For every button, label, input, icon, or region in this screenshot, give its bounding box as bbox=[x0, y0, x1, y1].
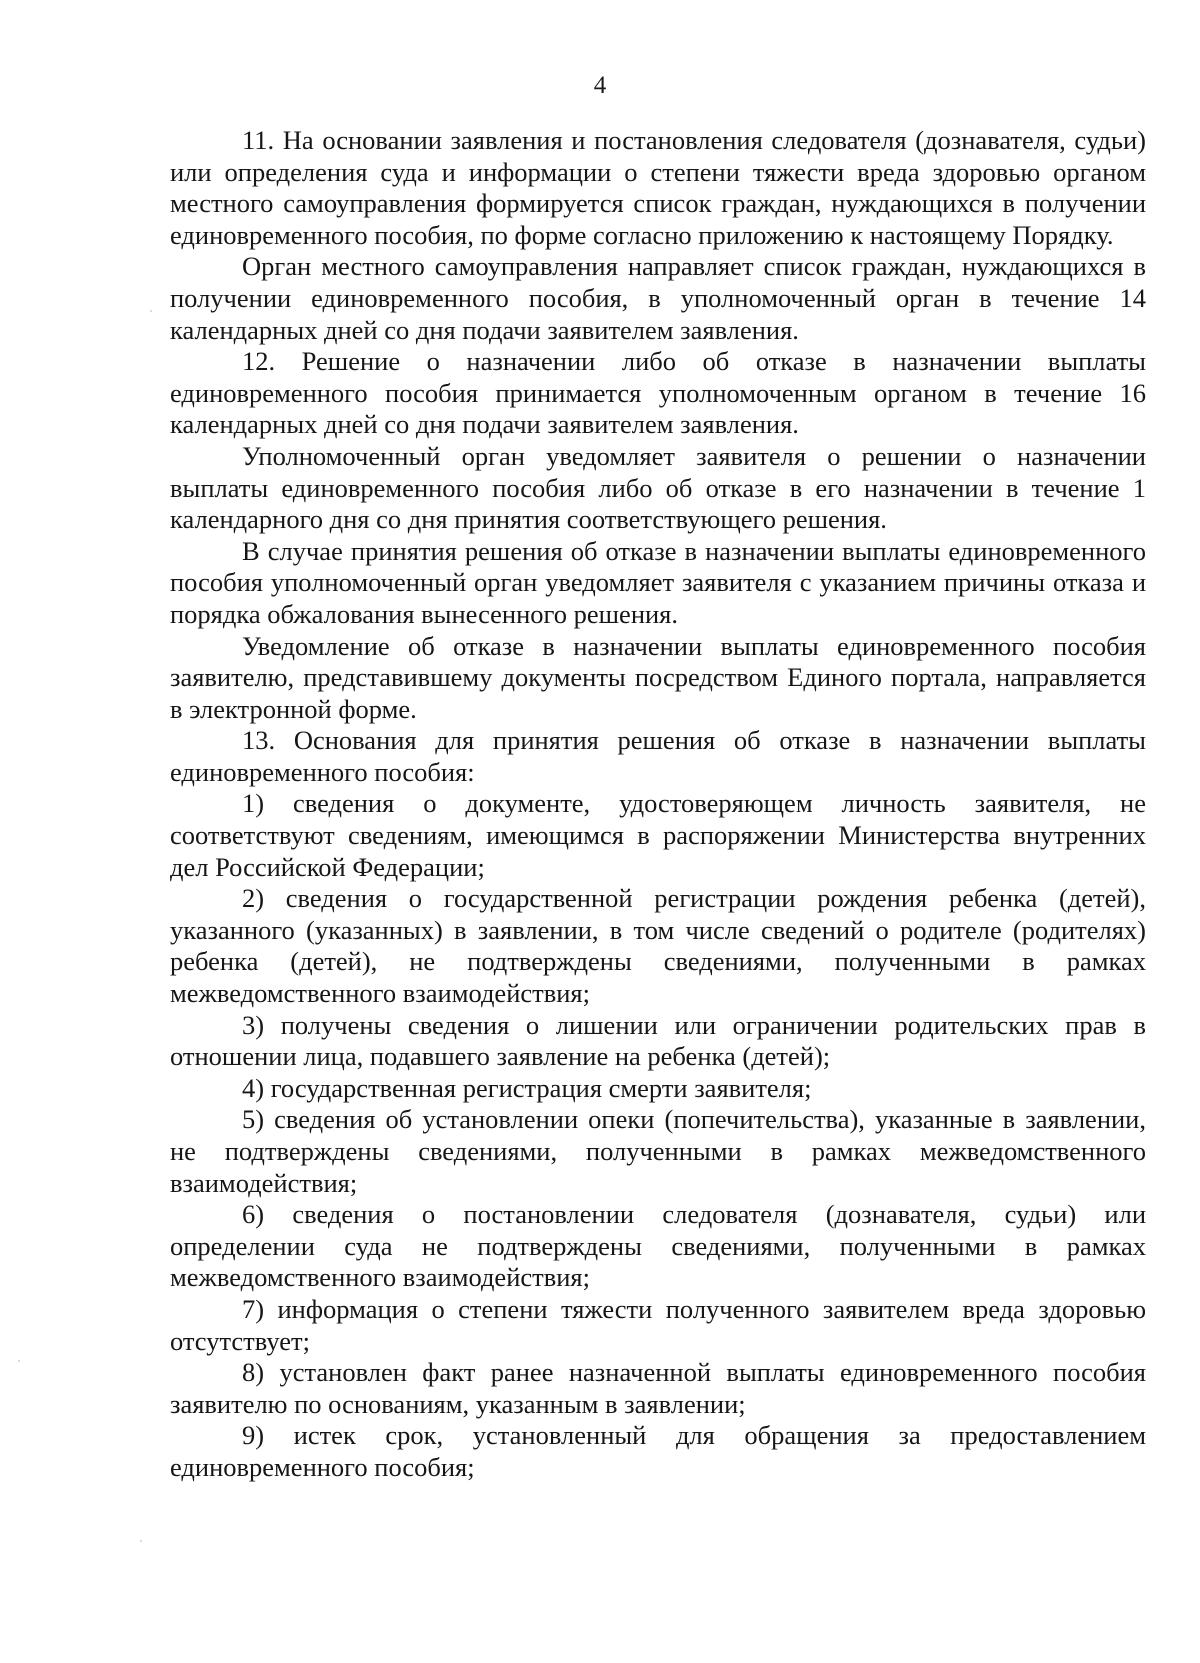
list-item-5: 5) сведения об установлении опеки (попечительства), указанные в заявлении, не подтверждены сведениями, полученными в рамках межведомственного взаимодействия; bbox=[170, 1104, 1146, 1198]
paragraph-12-electronic-notice: Уведомление об отказе в назначении выплаты единовременного пособия заявителю, представившему документы посредством Единого портала, направляется в электронной форме. bbox=[170, 630, 1146, 724]
paragraph-12: 12. Решение о назначении либо об отказе в назначении выплаты единовременного пособия принимается уполномоченным органом в течение 16 календарных дней со дня подачи заявителем заявления. bbox=[170, 346, 1146, 440]
scan-artifact bbox=[140, 1540, 142, 1542]
scan-artifact bbox=[18, 1360, 20, 1362]
paragraph-12-refusal-case: В случае принятия решения об отказе в назначении выплаты единовременного пособия уполномоченный орган уведомляет заявителя с указанием причины отказа и порядка обжалования вынесенного решения. bbox=[170, 535, 1146, 629]
page-number: 4 bbox=[593, 72, 607, 99]
document-body bbox=[170, 125, 1146, 1484]
scan-artifact bbox=[150, 310, 152, 312]
paragraph-13: 13. Основания для принятия решения об отказе в назначении выплаты единовременного пособия: bbox=[170, 725, 1146, 787]
list-item-2: 2) сведения о государственной регистрации рождения ребенка (детей), указанного (указанных) в заявлении, в том числе сведений о родителе (родителях) ребенка (детей), не подтверждены сведениями, полученными в рамках межведомственного взаимодействия; bbox=[170, 883, 1146, 1009]
paragraph-11-continued: Орган местного самоуправления направляет список граждан, нуждающихся в получении единовременного пособия, в уполномоченный орган в течение 14 календарных дней со дня подачи заявителем заявления. bbox=[170, 251, 1146, 345]
list-item-8: 8) установлен факт ранее назначенной выплаты единовременного пособия заявителю по основаниям, указанным в заявлении; bbox=[170, 1357, 1146, 1419]
paragraph-11: 11. На основании заявления и постановления следователя (дознавателя, судьи) или определения суда и информации о степени тяжести вреда здоровью органом местного самоуправления формируется список граждан, нуждающихся в получении единовременного пособия, по форме согласно приложению к настоящему Порядку. bbox=[170, 125, 1146, 250]
list-item-9: 9) истек срок, установленный для обращения за предоставлением единовременного пособия; bbox=[170, 1420, 1146, 1482]
list-item-6: 6) сведения о постановлении следователя (дознавателя, судьи) или определении суда не подтверждены сведениями, полученными в рамках межведомственного взаимодействия; bbox=[170, 1199, 1146, 1293]
list-item-7: 7) информация о степени тяжести полученного заявителем вреда здоровью отсутствует; bbox=[170, 1293, 1146, 1356]
list-item-1: 1) сведения о документе, удостоверяющем личность заявителя, не соответствуют сведениям, имеющимся в распоряжении Министерства внутренних дел Российской Федерации; bbox=[170, 788, 1146, 882]
paragraph-12-notification: Уполномоченный орган уведомляет заявителя о решении о назначении выплаты единовременного пособия либо об отказе в его назначении в течение 1 календарного дня со дня принятия соответствующего решения. bbox=[170, 440, 1146, 535]
list-item-4: 4) государственная регистрация смерти заявителя; bbox=[242, 1072, 812, 1103]
list-item-3: 3) получены сведения о лишении или ограничении родительских прав в отношении лица, подавшего заявление на ребенка (детей); bbox=[170, 1009, 1146, 1072]
